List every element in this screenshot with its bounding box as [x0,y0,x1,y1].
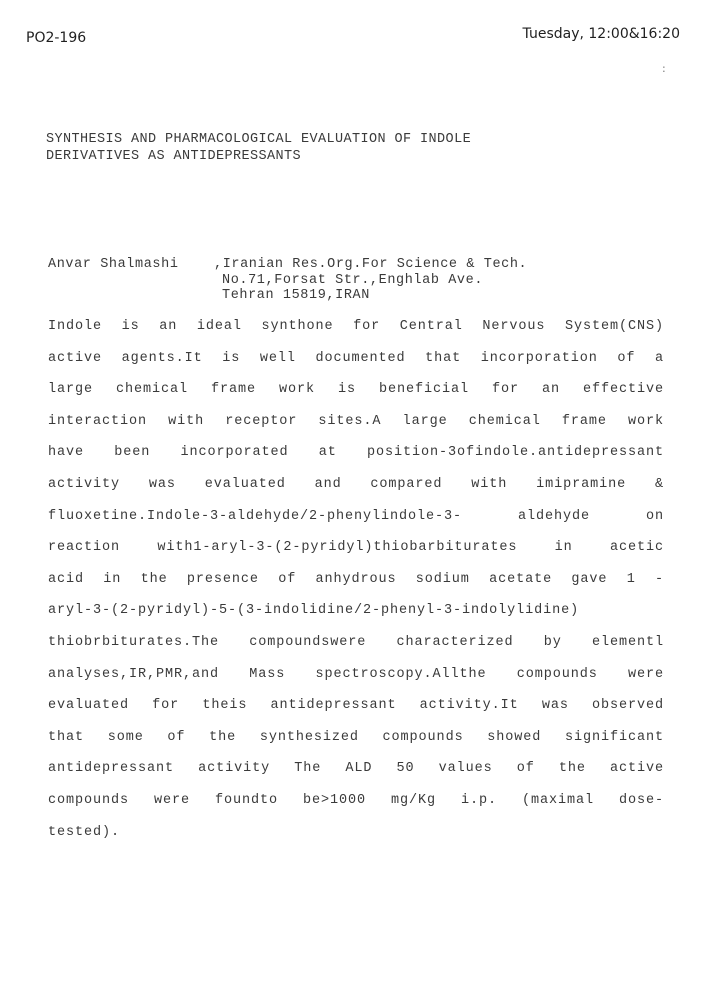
abstract-line: antidepressant activity The ALD 50 values of the active [48,761,664,777]
abstract-body [48,316,664,853]
abstract-line: reaction with1-aryl-3-(2-pyridyl)thiobarbiturates in acetic [48,540,664,556]
abstract-line: evaluated for theis antidepressant activity.It was observed [48,698,664,714]
title-line: SYNTHESIS AND PHARMACOLOGICAL EVALUATION OF INDOLE [46,132,472,147]
abstract-line: thiobrbiturates.The compoundswere characterized by elementl [48,634,664,650]
abstract-line: acid in the presence of anhydrous sodium acetate gave 1 - [48,571,664,587]
abstract-line: that some of the synthesized compounds showed significant [48,729,664,745]
abstract-line: analyses,IR,PMR,and Mass spectroscopy.Allthe compounds were [48,666,664,682]
abstract-line: fluoxetine.Indole-3-aldehyde/2-phenylindole-3- aldehyde on [48,508,664,524]
abstract-line: activity was evaluated and compared with imipramine & [48,476,664,492]
abstract-line: large chemical frame work is beneficial for an effective [48,382,664,398]
affiliation-line: Tehran 15819,IRAN [222,288,370,303]
affiliation [214,257,527,304]
abstract-line: active agents.It is well documented that incorporation of a [48,350,664,366]
affiliation-line: ,Iranian Res.Org.For Science & Tech. [214,257,528,272]
title-line: DERIVATIVES AS ANTIDEPRESSANTS [46,149,302,164]
author-name: Anvar Shalmashi [48,257,179,272]
session-time: Tuesday, 12:00&16:20 [522,26,680,42]
abstract-line: Indole is an ideal synthone for Central Nervous System(CNS) [48,319,664,334]
abstract-line: compounds were foundto be>1000 mg/Kg i.p. (maximal dose- [48,792,664,808]
abstract-title [46,131,471,165]
abstract-code: PO2-196 [26,30,87,46]
abstract-line: have been incorporated at position-3ofindole.antidepressant [48,445,664,461]
affiliation-line: No.71,Forsat Str.,Enghlab Ave. [222,272,484,288]
abstract-line: aryl-3-(2-pyridyl)-5-(3-indolidine/2-phenyl-3-indolylidine) [48,603,580,619]
abstract-line: tested). [48,824,121,840]
margin-mark: : [662,62,666,75]
abstract-line: interaction with receptor sites.A large chemical frame work [48,413,664,429]
